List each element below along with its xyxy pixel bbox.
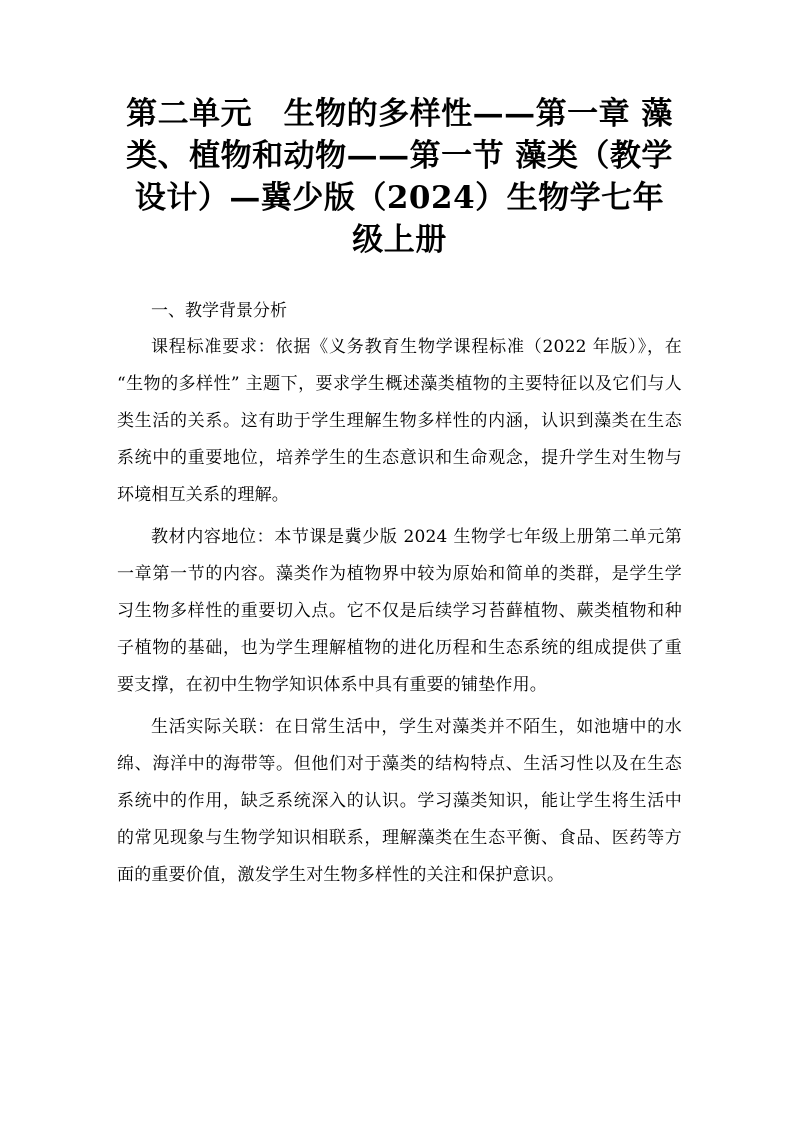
paragraph-life-connection: 生活实际关联：在日常生活中，学生对藻类并不陌生，如池塘中的水绵、海洋中的海带等。但他们对于藻类的结构特点、生活习性以及在生态系统中的作用，缺乏系统深入的认识。学习藻类知识，能让学生将生活中的常见现象与生物学知识相联系，理解藻类在生态平衡、食品、医药等方面的重要价值，激发学生对生物多样性的关注和保护意识。 [117, 717, 682, 885]
document-title: 第二单元 生物的多样性——第一章 藻类、植物和动物——第一节 藻类（教学设计）—冀少版（2024）生物学七年级上册 [126, 96, 673, 258]
paragraph-curriculum-standard: 课程标准要求：依据《义务教育生物学课程标准（2022 年版）》，在 “生物的多样性” 主题下，要求学生概述藻类植物的主要特征以及它们与人类生活的关系。这有助于学生理解生物多样性的内涵，认识到藻类在生态系统中的重要地位，培养学生的生态意识和生命观念，提升学生对生物与环境相互关系的理解。 [117, 337, 682, 505]
section-heading: 一、教学背景分析 [151, 301, 287, 321]
paragraph-textbook-position: 教材内容地位：本节课是冀少版 2024 生物学七年级上册第二单元第一章第一节的内容。藻类作为植物界中较为原始和简单的类群，是学生学习生物多样性的重要切入点。它不仅是后续学习苔藓植物、蕨类植物和种子植物的基础，也为学生理解植物的进化历程和生态系统的组成提供了重要支撑，在初中生物学知识体系中具有重要的铺垫作用。 [117, 527, 682, 695]
document-body [117, 293, 682, 894]
